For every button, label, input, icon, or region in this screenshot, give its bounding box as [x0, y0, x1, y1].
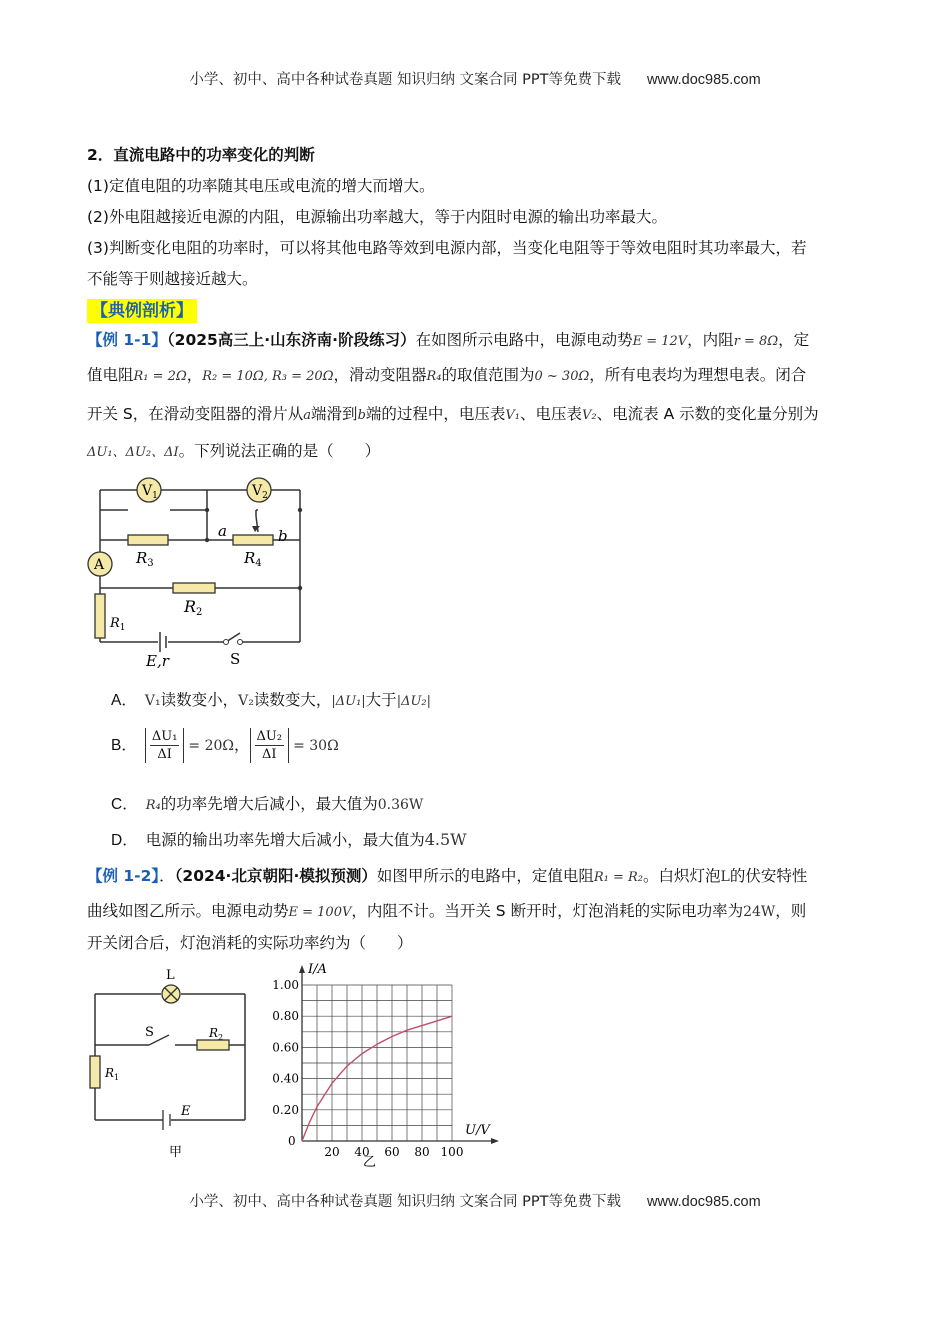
junction-dot: [205, 508, 209, 512]
ex2-source: （2024·北京朝阳·模拟预测）: [174, 867, 377, 885]
ex2-emf: E = 100V: [288, 905, 352, 920]
iu-characteristic-chart: [265, 960, 505, 1175]
chart-grid: [302, 985, 452, 1141]
opt-c-r4: R₄: [145, 798, 161, 813]
x-tick-label: 80: [414, 1145, 430, 1159]
ex1-b: b: [357, 408, 366, 423]
y-tick-label: 0.60: [272, 1040, 299, 1055]
ex2-line-2: [87, 897, 806, 927]
y-tick-label: 1.00: [272, 978, 299, 992]
opt-a-text: 大于: [365, 691, 397, 709]
ex1-emf: E = 12V: [632, 334, 688, 349]
opt-a-v2: V₂: [238, 693, 254, 709]
ex1-r: r = 8Ω: [733, 334, 779, 349]
ex1-line-3: [87, 400, 819, 430]
ex1-source: （2025高三上·山东济南·阶段练习）: [166, 331, 416, 349]
r4-label: $R_4$: [244, 549, 262, 569]
fraction-1: $\frac{\text{ΔU₁}}{\Delta I}$: [145, 728, 185, 763]
ex2-text: ，则: [775, 902, 807, 920]
opt-d-text: 电源的输出功率先增大后减小，最大值为: [145, 831, 425, 849]
opt-d-val: 4.5W: [424, 830, 467, 849]
switch-label: S: [230, 650, 241, 668]
switch-contact: [224, 640, 229, 645]
ex1-text: ，: [186, 366, 203, 384]
page-header: [0, 68, 950, 89]
y-tick-label: 0.20: [272, 1102, 299, 1117]
ex1-text: 。下列说法正确的是（ ）: [178, 442, 381, 460]
y-axis-label: I/A: [308, 962, 327, 977]
ex1-line-1: [87, 326, 809, 356]
ex2-text: 。白炽灯泡: [643, 867, 721, 885]
ex1-line-4: [87, 437, 380, 467]
option-d[interactable]: [111, 828, 467, 850]
ex1-text: 在如图所示电路中，电源电动势: [415, 331, 633, 349]
switch-label: S: [145, 1025, 154, 1040]
ex1-text: 值电阻: [87, 366, 134, 384]
ex2-r1r2: R₁ = R₂: [593, 870, 644, 885]
ex2-text: 曲线如图乙所示。电源电动势: [87, 902, 289, 920]
option-letter: B．: [111, 737, 137, 754]
opt-a-du1: |ΔU₁|: [331, 694, 366, 709]
footer-text: 小学、初中、高中各种试卷真题 知识归纳 文案合同 PPT等免费下载: [189, 1194, 622, 1210]
x-axis-arrow: [491, 1138, 499, 1144]
page-footer: [0, 1190, 950, 1211]
r2-label: $R_2$: [209, 1026, 224, 1042]
r2-resistor: [197, 1040, 229, 1050]
ex2-dot: ．: [159, 867, 175, 885]
option-letter: C．: [111, 796, 138, 813]
point-b-label: b: [278, 527, 288, 545]
analysis-tag: 【典例剖析】: [87, 299, 197, 323]
ex1-label: 【例 1-1】: [87, 331, 167, 349]
opt-c-val: 0.36W: [377, 797, 424, 813]
emf-label: E: [181, 1104, 191, 1119]
slider-arrow-icon: [252, 526, 260, 532]
y-axis-arrow: [299, 965, 305, 973]
ex1-a: a: [303, 408, 312, 423]
option-c[interactable]: [111, 792, 423, 814]
r3-label-text: $R_3$: [136, 549, 154, 569]
ex2-line-3: 开关闭合后，灯泡消耗的实际功率约为（ ）: [87, 934, 413, 952]
opt-a-v1: V₁: [144, 693, 161, 709]
r2-resistor: [173, 583, 215, 593]
origin-label: 0: [288, 1134, 296, 1148]
footer-site[interactable]: www.doc985.com: [647, 1194, 761, 1210]
ex1-text: 端滑到: [311, 405, 358, 423]
x-tick-label: 100: [440, 1145, 464, 1159]
option-letter: D．: [111, 832, 138, 849]
ammeter-label: A: [94, 557, 105, 573]
ex1-v1: V₁: [505, 408, 521, 423]
x-tick-label: 60: [384, 1145, 400, 1159]
ex1-r1: R₁ = 2Ω: [133, 369, 187, 384]
r1-resistor: [95, 594, 105, 638]
opt-b-eq1: = 20Ω: [188, 738, 235, 754]
ex1-text: 的取值范围为: [441, 366, 535, 384]
ex2-text: 如图甲所示的电路中，定值电阻: [376, 867, 594, 885]
point-a-label: a: [218, 522, 227, 540]
header-site[interactable]: www.doc985.com: [647, 72, 761, 88]
ex1-v2: V₂: [582, 408, 597, 423]
option-letter: A．: [111, 692, 137, 709]
ex2-L: L: [720, 869, 730, 885]
ex1-r2r3: R₂ = 10Ω, R₃ = 20Ω: [202, 369, 334, 384]
ex1-text: 、电压表: [520, 405, 583, 423]
ex1-circuit-diagram: [80, 470, 320, 670]
x-tick-label: 20: [324, 1145, 340, 1159]
opt-a-text: 读数变小，: [160, 691, 239, 709]
r2-label: R2: [184, 597, 203, 618]
ex2-circuit-diagram: [85, 965, 260, 1165]
option-b[interactable]: [111, 728, 339, 763]
junction-dot: [298, 508, 302, 512]
junction-dot: [205, 538, 209, 542]
x-tick-label: 40: [354, 1145, 370, 1159]
ex1-text: ，定: [778, 331, 810, 349]
r1-label: $R_1$: [110, 616, 126, 633]
ex1-line-2: [87, 361, 806, 391]
junction-dot: [298, 586, 302, 590]
point-4: 不能等于则越接近越大。: [87, 270, 258, 288]
ex1-range: 0 ~ 30Ω: [534, 369, 590, 384]
ex1-text: ，所有电表均为理想电表。闭合: [589, 366, 807, 384]
content: [87, 140, 867, 327]
ex2-power: 24W: [743, 904, 776, 920]
v2-label: $V_2$: [252, 483, 268, 501]
y-tick-label: 0.80: [272, 1009, 299, 1024]
switch-contact: [238, 640, 243, 645]
v1-label: $V_1$: [142, 483, 158, 501]
x-axis-label: U/V: [465, 1123, 490, 1138]
opt-a-du2: |ΔU₂|: [396, 694, 432, 709]
opt-b-sep: ，: [234, 736, 250, 754]
option-a[interactable]: [111, 688, 431, 710]
battery-label: E,r: [146, 652, 169, 670]
ex1-text: ，滑动变阻器: [333, 366, 427, 384]
ex1-text: 开关 S，在滑动变阻器的滑片从: [87, 405, 304, 423]
r1-label: $R_1$: [105, 1066, 120, 1082]
lamp-label: L: [166, 968, 175, 983]
ex1-deltas: ΔU₁、ΔU₂、ΔI: [87, 445, 179, 460]
ex1-text: 端的过程中，电压表: [365, 405, 506, 423]
opt-b-eq2: = 30Ω: [293, 738, 339, 754]
r4-resistor: [233, 535, 273, 545]
y-tick-label: 0.40: [272, 1071, 299, 1086]
point-2: (2)外电阻越接近电源的内阻，电源输出功率越大，等于内阻时电源的输出功率最大。: [87, 208, 667, 226]
ex2-line-1: [87, 862, 807, 892]
opt-c-text: 的功率先增大后减小，最大值为: [160, 795, 378, 813]
ex1-r4: R₄: [426, 369, 442, 384]
point-3: (3)判断变化电阻的功率时，可以将其他电路等效到电源内部，当变化电阻等于等效电阻时其功率最大，若: [87, 239, 807, 257]
ex1-text: ，内阻: [687, 331, 734, 349]
header-text: 小学、初中、高中各种试卷真题 知识归纳 文案合同 PPT等免费下载: [189, 72, 622, 88]
r3-resistor: [128, 535, 168, 545]
section-title: 2．直流电路中的功率变化的判断: [87, 146, 315, 164]
r1-resistor: [90, 1056, 100, 1088]
opt-a-text: 读数变大，: [253, 691, 332, 709]
caption-yi: 乙: [363, 1155, 377, 1170]
ex2-text: 的伏安特性: [729, 867, 808, 885]
ex2-text: ，内阻不计。当开关 S 断开时，灯泡消耗的实际电功率为: [351, 902, 744, 920]
ex1-text: 、电流表 A 示数的变化量分别为: [596, 405, 819, 423]
caption-jia: 甲: [169, 1145, 183, 1160]
fraction-2: $\frac{\text{ΔU₂}}{\Delta I}$: [250, 728, 290, 763]
point-1: (1)定值电阻的功率随其电压或电流的增大而增大。: [87, 177, 435, 195]
ex2-label: 【例 1-2】: [87, 867, 160, 885]
